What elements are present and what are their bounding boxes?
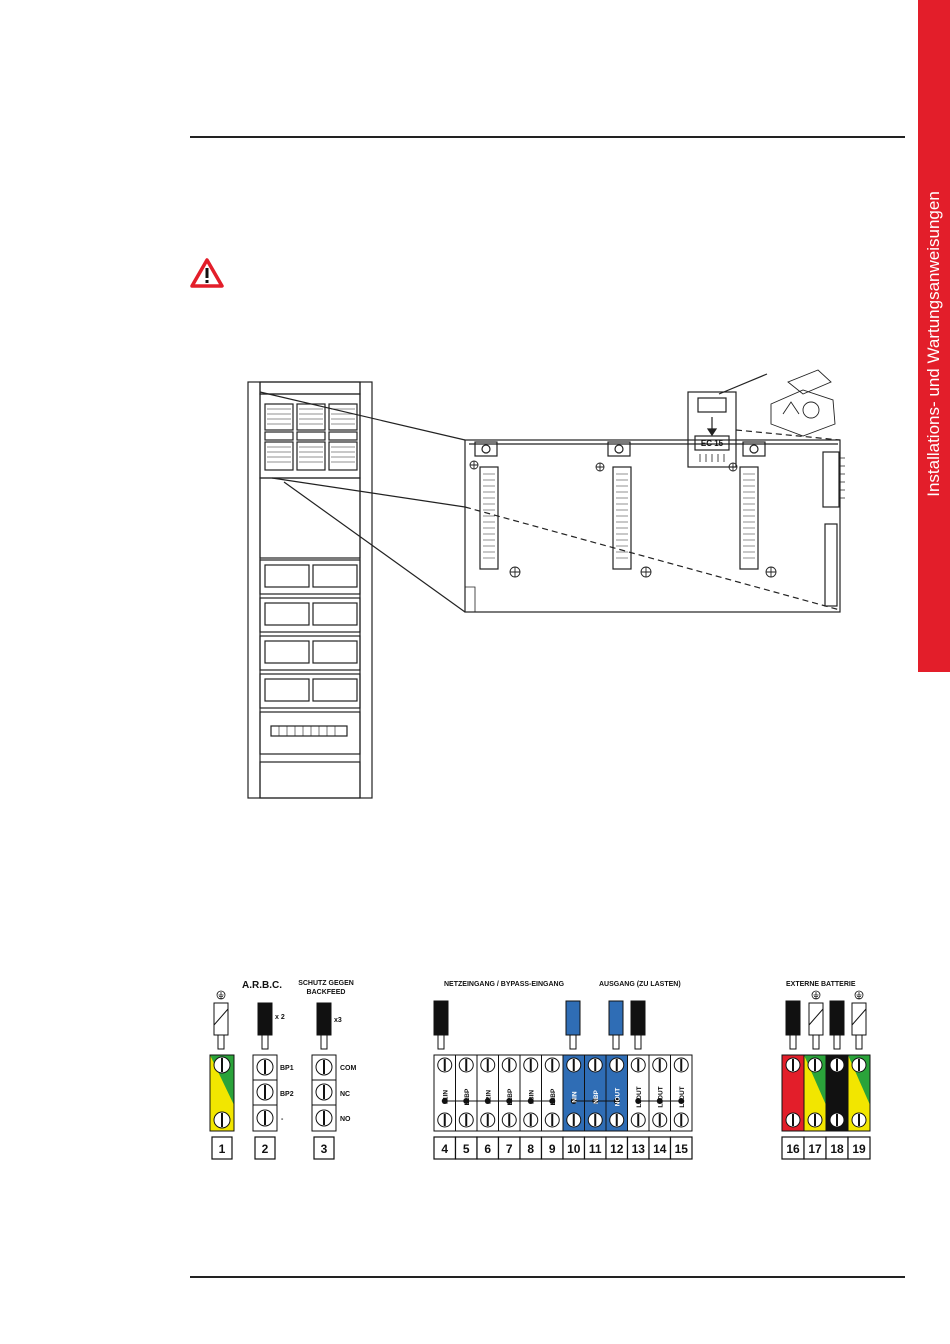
terminal-number: 9 [548,1142,556,1156]
output-title: AUSGANG (ZU LASTEN) [599,981,681,988]
terminal-label: L2OUT [657,1086,665,1108]
terminal-label: NIN [571,1091,579,1103]
fan-grilles [265,404,357,470]
terminal-label: L1OUT [635,1086,643,1108]
terminal-label: NOUT [614,1087,622,1107]
terminal-number: 12 [610,1142,624,1156]
terminal-label: L3IN [528,1089,536,1105]
battery-title: EXTERNE BATTERIE [786,981,856,988]
backfeed-title-2: BACKFEED [306,989,346,996]
controller-board [465,440,840,612]
terminal-number-boxes [212,1137,870,1159]
terminal-label: L3BP [549,1088,557,1106]
board-connectors [480,467,758,569]
terminal-diagram [200,975,880,1170]
fan-panel [260,394,360,478]
terminal-label: L2IN [485,1089,493,1105]
x3-label: x3 [334,1017,342,1024]
terminal-number: 16 [786,1142,800,1156]
arbc-title: A.R.B.C. [242,980,282,991]
terminal-number: 6 [484,1142,492,1156]
chapter-tab [918,0,950,672]
terminal-1 [210,1055,234,1131]
terminal-number: 18 [830,1142,844,1156]
backfeed-title-1: SCHUTZ GEGEN [298,980,354,987]
terminal-number: 13 [631,1142,645,1156]
battery-terminal-block [782,1055,870,1131]
terminal-number: 15 [674,1142,688,1156]
chapter-tab-label: Installations- und Wartungsanweisungen [924,191,943,497]
terminal-18 [826,1055,848,1131]
terminal-label: NBP [592,1090,600,1104]
hand-insert-sketch [771,370,835,436]
minus-label: - [281,1116,284,1123]
terminal-number: 19 [852,1142,866,1156]
bp1-label: BP1 [280,1065,294,1072]
terminal-number: 14 [653,1142,667,1156]
screw-marks [470,461,776,577]
terminal-label: L1IN [442,1089,450,1105]
terminal-label: L1BP [463,1088,471,1106]
power-modules [260,560,360,708]
terminal-17 [804,1055,826,1131]
terminal-number: 17 [808,1142,822,1156]
mains-terminal-block [434,1055,692,1131]
terminal-number: 2 [261,1142,269,1156]
terminal-16 [782,1055,804,1131]
terminal-label: L3OUT [678,1086,686,1108]
mains-bypass-title: NETZEINGANG / BYPASS-EINGANG [444,981,565,988]
terminal-2 [253,1055,277,1131]
header-rule [190,136,905,138]
breaker-panel [260,712,360,754]
com-label: COM [340,1065,357,1072]
no-label: NO [340,1116,351,1123]
ec15-label: EC 15 [700,439,724,448]
terminal-number: 8 [527,1142,535,1156]
cabinet-diagram [243,362,863,804]
x2-label: x 2 [275,1014,285,1021]
terminal-number: 10 [567,1142,581,1156]
terminal-number: 4 [441,1142,449,1156]
warning-icon [190,258,224,288]
terminal-label: L2BP [506,1088,514,1106]
nc-label: NC [340,1091,351,1098]
terminal-number: 7 [505,1142,513,1156]
terminal-number: 1 [218,1142,226,1156]
terminal-number: 3 [320,1142,328,1156]
terminal-number: 5 [462,1142,470,1156]
footer-rule [190,1276,905,1278]
cable-ends [214,1001,866,1049]
bp2-label: BP2 [280,1091,294,1098]
terminal-19 [848,1055,870,1131]
terminal-number: 11 [588,1142,602,1156]
terminal-3 [312,1055,336,1131]
